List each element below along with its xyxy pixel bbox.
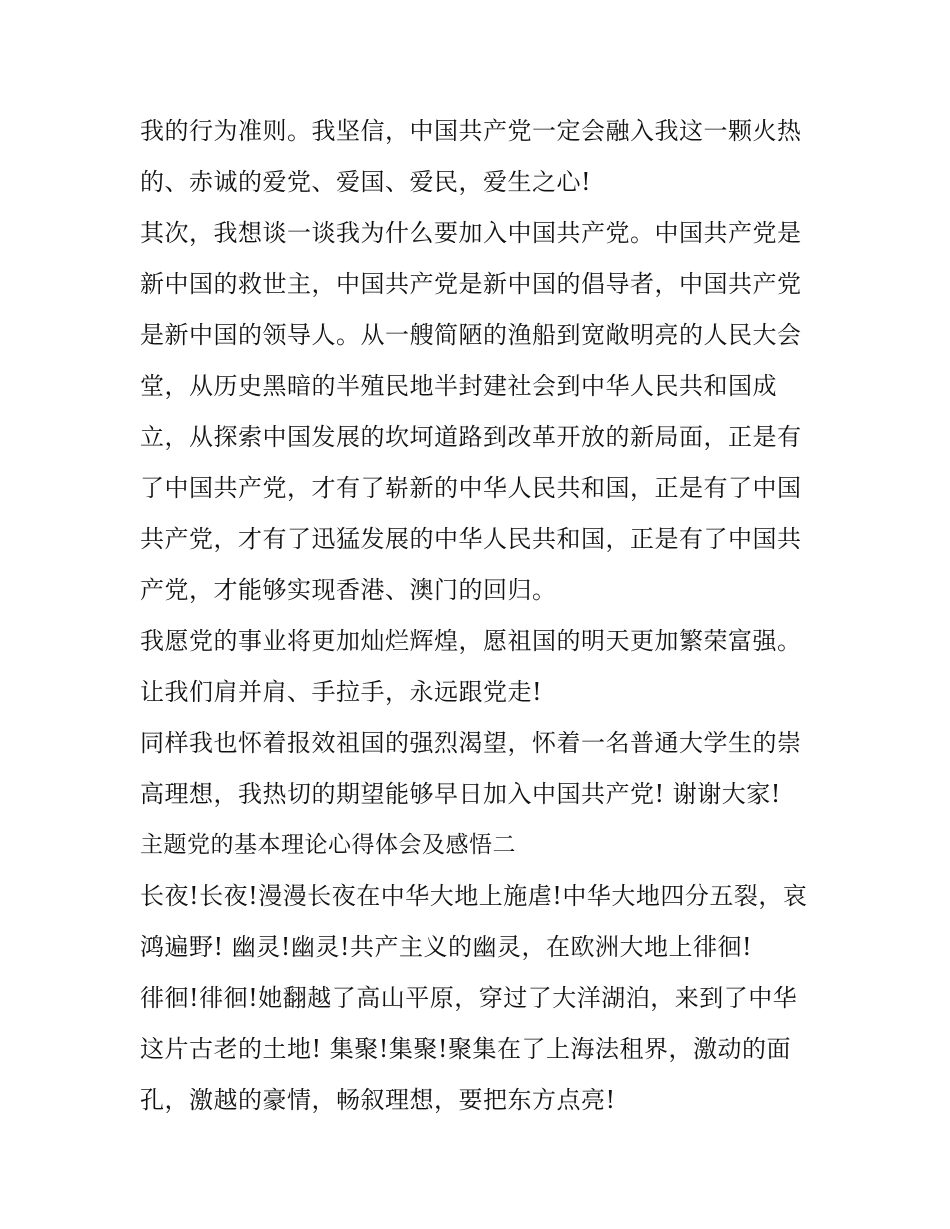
text-line: 了中国共产党，才有了崭新的中华人民共和国，正是有了中国	[140, 474, 802, 502]
text-line: 长夜!长夜!漫漫长夜在中华大地上施虐!中华大地四分五裂，哀	[140, 882, 808, 910]
text-line: 的、赤诚的爱党、爱国、爱民，爱生之心!	[140, 168, 592, 196]
text-line: 徘徊!徘徊!她翻越了高山平原，穿过了大洋湖泊，来到了中华	[140, 984, 798, 1012]
body-text	[140, 106, 820, 1126]
text-line: 这片古老的土地! 集聚!集聚!聚集在了上海法租界，激动的面	[140, 1035, 792, 1063]
text-line: 同样我也怀着报效祖国的强烈渴望，怀着一名普通大学生的崇	[140, 729, 802, 757]
text-line: 我愿党的事业将更加灿烂辉煌，愿祖国的明天更加繁荣富强。	[140, 627, 802, 655]
section-heading: 主题党的基本理论心得体会及感悟二	[140, 832, 516, 858]
text-line: 其次，我想谈一谈我为什么要加入中国共产党。中国共产党是	[140, 219, 802, 247]
text-line: 是新中国的领导人。从一艘简陋的渔船到宽敞明亮的人民大会	[140, 321, 802, 349]
text-line: 新中国的救世主，中国共产党是新中国的倡导者，中国共产党	[140, 270, 802, 298]
text-line: 立，从探索中国发展的坎坷道路到改革开放的新局面，正是有	[140, 423, 802, 451]
text-line: 产党，才能够实现香港、澳门的回归。	[140, 576, 557, 604]
text-line: 我的行为准则。我坚信，中国共产党一定会融入我这一颗火热	[140, 117, 802, 145]
text-line: 鸿遍野! 幽灵!幽灵!共产主义的幽灵，在欧洲大地上徘徊!	[140, 933, 753, 961]
text-line: 高理想，我热切的期望能够早日加入中国共产党! 谢谢大家!	[140, 780, 781, 808]
text-line: 孔，激越的豪情，畅叙理想，要把东方点亮!	[140, 1086, 616, 1114]
text-line: 共产党，才有了迅猛发展的中华人民共和国，正是有了中国共	[140, 525, 802, 553]
text-line: 堂，从历史黑暗的半殖民地半封建社会到中华人民共和国成	[140, 372, 777, 400]
text-line: 让我们肩并肩、手拉手，永远跟党走!	[140, 678, 543, 706]
